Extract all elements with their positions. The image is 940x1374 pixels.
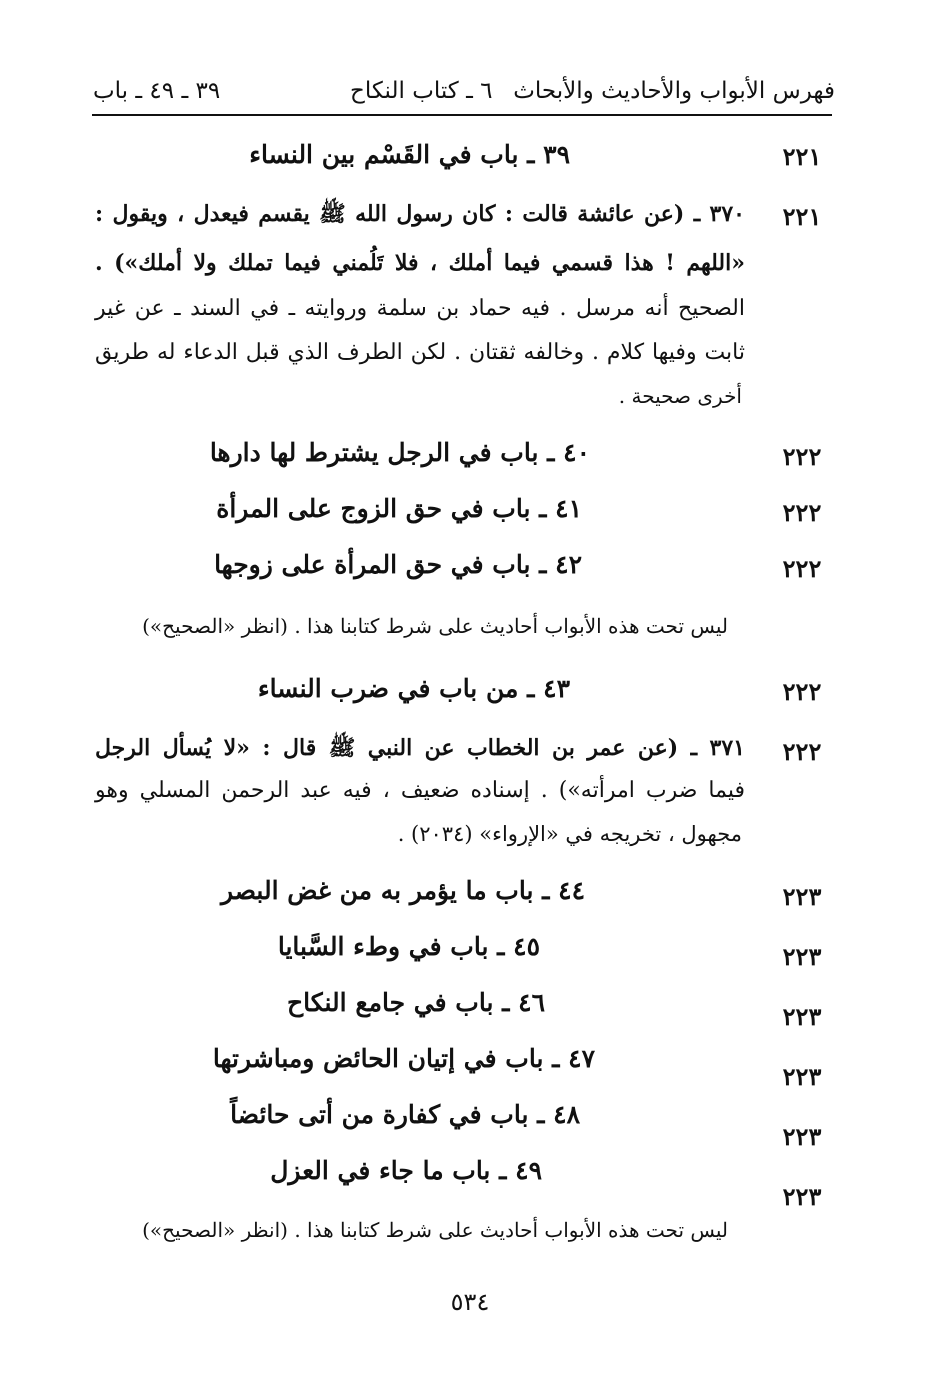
chapter-title: ٤٣ ـ من باب في ضرب النساء	[257, 674, 570, 703]
page-ref: ٢٢٢	[782, 677, 822, 706]
header-book-title: ٦ ـ كتاب النكاح	[350, 78, 493, 104]
header-rule	[92, 114, 832, 116]
commentary-line: الصحيح أنه مرسل . فيه حماد بن سلمة وروايته ـ في السند ـ عن غير	[95, 296, 745, 321]
chapter-title: ٤٢ ـ باب في حق المرأة على زوجها	[214, 550, 582, 579]
page-ref: ٢٢١	[782, 202, 822, 231]
page-ref: ٢٢١	[782, 142, 822, 171]
chapter-title: ٤٦ ـ باب في جامع النكاح	[286, 988, 545, 1017]
page-ref: ٢٢٢	[782, 498, 822, 527]
page-ref: ٢٢٣	[782, 1062, 822, 1091]
commentary-line: أخرى صحيحة .	[618, 384, 742, 408]
page-ref: ٢٢٢	[782, 554, 822, 583]
header-chapter-range: ٣٩ ـ ٤٩ ـ باب	[93, 78, 221, 104]
chapter-title: ٤٤ ـ باب ما يؤمر به من غض البصر	[220, 876, 585, 905]
chapter-title: ٤٨ ـ باب في كفارة من أتى حائضاً	[230, 1100, 580, 1129]
commentary-line: مجهول ، تخريجه في «الإرواء» (٢٠٣٤) .	[397, 822, 742, 846]
commentary-line: فيما ضرب امرأته») . إسناده ضعيف ، فيه عبد الرحمن المسلي وهو	[95, 778, 745, 803]
page-ref: ٢٢٣	[782, 1002, 822, 1031]
note-no-hadith: ليس تحت هذه الأبواب أحاديث على شرط كتابنا هذا . (انظر «الصحيح»)	[142, 614, 728, 638]
chapter-title: ٤٩ ـ باب ما جاء في العزل	[270, 1156, 542, 1185]
page-ref: ٢٢٢	[782, 737, 822, 766]
page-number: ٥٣٤	[450, 1288, 490, 1316]
chapter-title: ٤٧ ـ باب في إتيان الحائض ومباشرتها	[212, 1044, 595, 1073]
page-ref: ٢٢٢	[782, 442, 822, 471]
header-index-title: فهرس الأبواب والأحاديث والأبحاث	[513, 78, 835, 104]
chapter-title: ٤١ ـ باب في حق الزوج على المرأة	[216, 494, 582, 523]
hadith-line: ٣٧٠ ـ (عن عائشة قالت : كان رسول الله ﷺ يقسم فيعدل ، ويقول :	[95, 201, 745, 227]
chapter-title: ٣٩ ـ باب في القَسْم بين النساء	[249, 140, 570, 169]
chapter-title: ٤٠ ـ باب في الرجل يشترط لها دارها	[209, 438, 590, 467]
hadith-line: ٣٧١ ـ (عن عمر بن الخطاب عن النبي ﷺ قال : «لا يُسأل الرجل	[95, 735, 745, 761]
page-ref: ٢٢٣	[782, 882, 822, 911]
chapter-title: ٤٥ ـ باب في وطء السَّبايا	[277, 932, 540, 961]
page-ref: ٢٢٣	[782, 1122, 822, 1151]
note-no-hadith: ليس تحت هذه الأبواب أحاديث على شرط كتابنا هذا . (انظر «الصحيح»)	[142, 1218, 728, 1242]
page-ref: ٢٢٣	[782, 942, 822, 971]
page-ref: ٢٢٣	[782, 1182, 822, 1211]
commentary-line: ثابت وفيها كلام . وخالفه ثقتان . لكن الطرف الذي قبل الدعاء له طريق	[95, 340, 745, 365]
hadith-line: «اللهم ! هذا قسمي فيما أملك ، فلا تَلُمني فيما تملك ولا أملك») .	[95, 250, 745, 276]
